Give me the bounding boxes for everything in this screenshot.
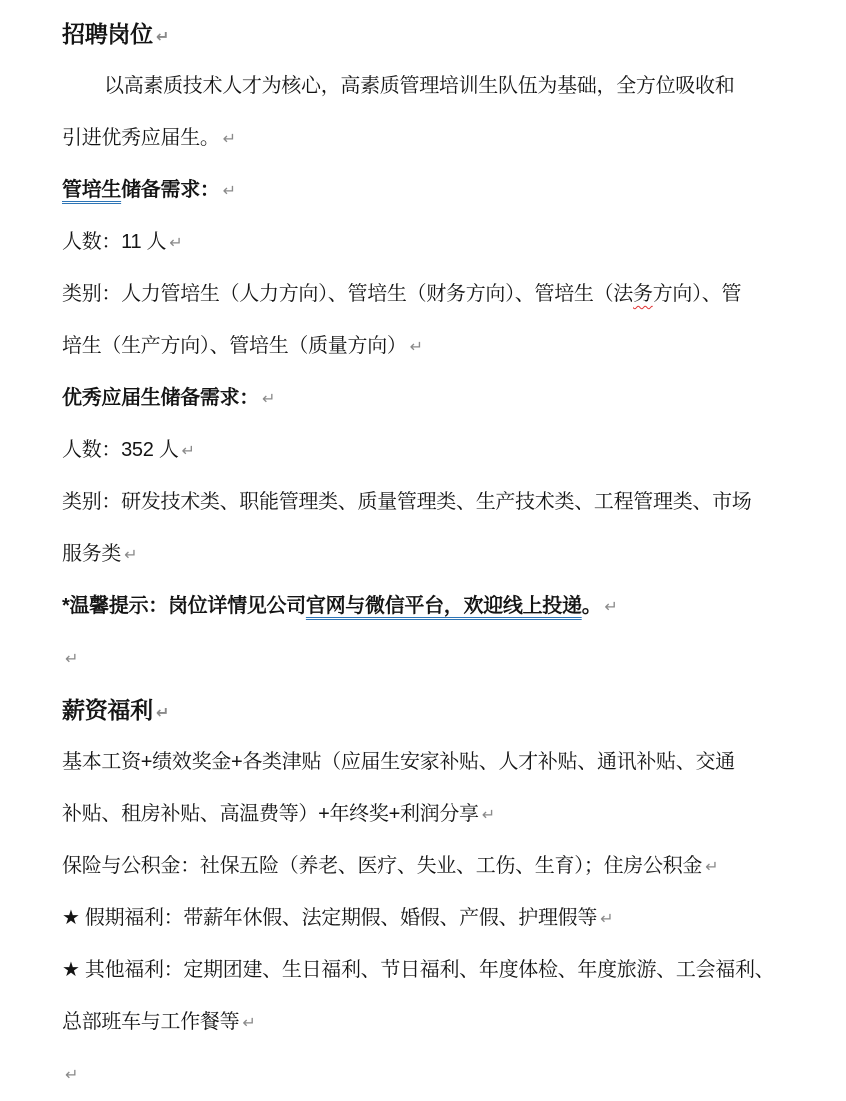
paragraph-mark-icon: ↵ bbox=[65, 1065, 79, 1084]
text-run: 服务类 bbox=[62, 543, 122, 565]
text-run: 保险与公积金：社保五险（养老、医疗、失业、工伤、生育）；住房公积金 bbox=[62, 855, 703, 877]
paragraph-mark-icon: ↵ bbox=[181, 441, 195, 460]
text-run: 补贴、租房补贴、高温费等）+年终奖+利润分享 bbox=[62, 803, 479, 825]
heading-recruitment-positions bbox=[62, 8, 790, 60]
text-run: 以高素质技术人才为核心，高素质管理培训生队伍为基础，全方位吸收和 bbox=[104, 75, 735, 97]
text-run: 引进优秀应届生。 bbox=[62, 127, 220, 149]
text-run: 培生（生产方向）、管培生（质量方向） bbox=[62, 335, 407, 357]
paragraph-mark-icon: ↵ bbox=[604, 597, 618, 616]
graduates-categories-line-2 bbox=[62, 528, 790, 580]
spell-check-text: 务 bbox=[633, 283, 653, 305]
paragraph-mark-icon: ↵ bbox=[481, 805, 495, 824]
salary-line-2 bbox=[62, 788, 790, 840]
paragraph-mark-icon: ↵ bbox=[409, 337, 423, 356]
paragraph-mark-icon: ↵ bbox=[222, 129, 236, 148]
holiday-benefits-line bbox=[62, 892, 790, 944]
empty-line-2 bbox=[62, 1048, 790, 1100]
grammar-check-text: 官网与微信平台，欢迎线上投递 bbox=[305, 595, 582, 617]
paragraph-mark-icon: ↵ bbox=[600, 909, 614, 928]
paragraph-mark-icon: ↵ bbox=[155, 703, 169, 722]
text-run: 基本工资+绩效奖金+各类津贴（应届生安家补贴、人才补贴、通讯补贴、交通 bbox=[62, 751, 735, 773]
paragraph-mark-icon: ↵ bbox=[222, 181, 236, 200]
text-run: 优秀应届生储备需求： bbox=[62, 387, 259, 409]
paragraph-mark-icon: ↵ bbox=[169, 233, 183, 252]
empty-line-1 bbox=[62, 632, 790, 684]
paragraph-mark-icon: ↵ bbox=[262, 389, 276, 408]
text-run: ★ 假期福利：带薪年休假、法定期假、婚假、产假、护理假等 bbox=[62, 907, 598, 929]
tips-line bbox=[62, 580, 790, 632]
text-run: 。 bbox=[581, 595, 602, 617]
heading-salary-benefits bbox=[62, 684, 790, 736]
mgmt-trainee-demand-heading bbox=[62, 164, 790, 216]
intro-line-1 bbox=[62, 60, 790, 112]
other-benefits-line-1 bbox=[62, 944, 790, 996]
paragraph-mark-icon: ↵ bbox=[65, 649, 79, 668]
text-run: ★ 其他福利：定期团建、生日福利、节日福利、年度体检、年度旅游、工会福利、 bbox=[62, 959, 775, 981]
intro-line-2 bbox=[62, 112, 790, 164]
text-run: 薪资福利 bbox=[62, 697, 153, 723]
insurance-line bbox=[62, 840, 790, 892]
graduates-headcount bbox=[62, 424, 790, 476]
paragraph-mark-icon: ↵ bbox=[705, 857, 719, 876]
mgmt-trainee-headcount bbox=[62, 216, 790, 268]
graduates-categories-line-1 bbox=[62, 476, 790, 528]
grammar-check-text: 管培生 bbox=[62, 179, 122, 201]
text-run: 类别：研发技术类、职能管理类、质量管理类、生产技术类、工程管理类、市场 bbox=[62, 491, 752, 513]
mgmt-trainee-categories-line-2 bbox=[62, 320, 790, 372]
mgmt-trainee-categories-line-1 bbox=[62, 268, 790, 320]
paragraph-mark-icon: ↵ bbox=[124, 545, 138, 564]
text-run: 总部班车与工作餐等 bbox=[62, 1011, 240, 1033]
graduates-demand-heading bbox=[62, 372, 790, 424]
text-run: 招聘岗位 bbox=[62, 21, 153, 47]
other-benefits-line-2 bbox=[62, 996, 790, 1048]
paragraph-mark-icon: ↵ bbox=[242, 1013, 256, 1032]
salary-line-1 bbox=[62, 736, 790, 788]
text-run: 人数：11 人 bbox=[62, 231, 167, 253]
text-run: 储备需求： bbox=[121, 179, 220, 201]
text-run: 人数：352 人 bbox=[62, 439, 179, 461]
text-run: *温馨提示：岗位详情见公司 bbox=[62, 595, 306, 617]
paragraph-mark-icon: ↵ bbox=[155, 27, 169, 46]
text-run: 方向）、管 bbox=[652, 283, 742, 305]
text-run: 类别：人力管培生（人力方向）、管培生（财务方向）、管培生（法 bbox=[62, 283, 633, 305]
